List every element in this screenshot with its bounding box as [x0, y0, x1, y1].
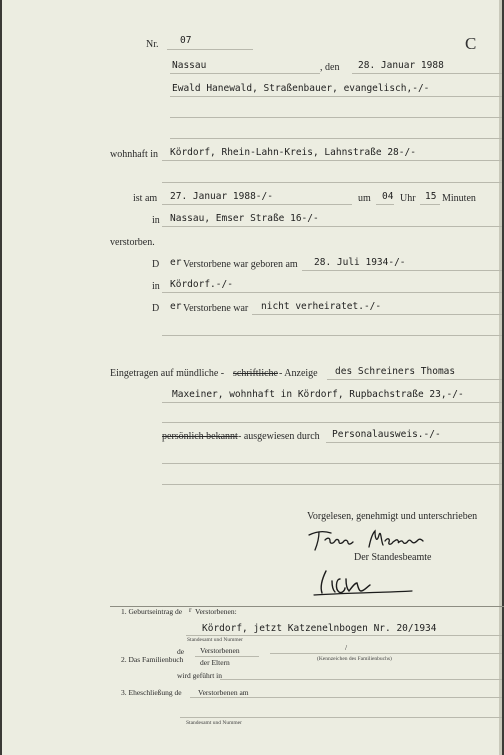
vorgelesen-text: Vorgelesen, genehmigt und unterschrieben — [307, 511, 478, 522]
footer-item1-value: Kördorf, jetzt Katzenelnbogen Nr. 20/1934 — [202, 623, 437, 634]
footer-item2-kennzeichen: (Kennzeichen des Familienbuchs) — [317, 656, 392, 662]
footer-item2-wird: wird geführt in — [177, 671, 222, 680]
residence-value: Kördorf, Rhein-Lahn-Kreis, Lahnstraße 28-/- — [170, 147, 416, 158]
date-value: 28. Januar 1988 — [358, 60, 444, 71]
birth-text: Verstorbene war geboren am — [183, 259, 298, 270]
identity-line — [326, 442, 502, 443]
reporter-signature — [307, 525, 432, 553]
footer-item1-line — [186, 635, 502, 636]
minutes-value: 15 — [425, 191, 437, 202]
blank-line-6 — [162, 463, 502, 464]
birth-place-line — [162, 292, 502, 293]
minutes-line — [420, 204, 440, 205]
minutes-label: Minuten — [442, 193, 476, 204]
footer-item2-fraction-line — [195, 656, 259, 657]
standesbeamte-label: Der Standesbeamte — [354, 552, 432, 563]
footer-item2-de: de — [177, 647, 185, 656]
marital-line — [252, 314, 502, 315]
marital-text: Verstorbene war — [183, 303, 249, 314]
reporter-line: Ewald Hanewald, Straßenbauer, evangelisch,-/- — [172, 83, 430, 94]
birth-d-label: D — [152, 259, 160, 270]
death-date-line — [162, 204, 352, 205]
registration-label-prefix: Eingetragen auf mündliche - — [110, 368, 225, 379]
registration-label-suffix: - Anzeige — [279, 368, 318, 379]
footer-item2-line — [270, 653, 502, 654]
caption-standesamt-2: Standesamt und Nummer — [186, 720, 242, 726]
death-place-line — [162, 226, 502, 227]
footer-item3-value: Verstorbenen am — [198, 688, 249, 697]
marital-d-label: D — [152, 303, 160, 314]
birth-er: er — [170, 257, 182, 268]
registration-value-1: des Schreiners Thomas — [335, 366, 456, 377]
register-page — [2, 0, 502, 755]
official-signature — [312, 563, 422, 599]
footer-item3-line-2 — [180, 717, 502, 718]
death-in-label: in — [152, 215, 160, 226]
birth-date-line — [302, 270, 502, 271]
blank-line-4 — [162, 335, 502, 336]
birth-place-value: Kördorf.-/- — [170, 279, 233, 290]
verstorben-label: verstorben. — [110, 237, 155, 248]
place-value: Nassau — [172, 60, 207, 71]
identity-suffix: - ausgewiesen durch — [238, 431, 320, 442]
identity-value: Personalausweis.-/- — [332, 429, 441, 440]
footer-item2-der-eltern: der Eltern — [200, 658, 230, 667]
nr-value: 07 — [180, 35, 192, 46]
blank-line-2 — [170, 138, 502, 139]
hour-line — [376, 204, 394, 205]
hour-label: Uhr — [400, 193, 416, 204]
blank-line-3 — [162, 182, 502, 183]
hour-value: 04 — [382, 191, 394, 202]
footer-item1-suffix: Verstorbenen: — [195, 607, 237, 616]
marital-er: er — [170, 301, 182, 312]
registration-line-1 — [327, 379, 502, 380]
page-edge — [499, 0, 502, 755]
identity-struck: persönlich bekannt — [162, 431, 238, 442]
blank-line-7 — [162, 484, 502, 485]
footer-item1-r: r — [189, 605, 192, 614]
caption-standesamt-1: Standesamt und Nummer — [187, 637, 243, 643]
corner-letter: C — [465, 34, 477, 53]
footer-item2-wird-line — [220, 679, 502, 680]
residence-label: wohnhaft in — [110, 149, 159, 160]
footer-item1-label: 1. Geburtseintrag de — [121, 607, 183, 616]
marital-value: nicht verheiratet.-/- — [261, 301, 382, 312]
death-place-value: Nassau, Emser Straße 16-/- — [170, 213, 319, 224]
blank-line-1 — [170, 117, 502, 118]
time-label-um: um — [358, 193, 371, 204]
birth-in-label: in — [152, 281, 160, 292]
blank-line-5 — [162, 422, 502, 423]
death-date-value: 27. Januar 1988-/- — [170, 191, 273, 202]
footer-item2-slash: / — [345, 643, 348, 652]
footer-item3-line — [190, 697, 502, 698]
nr-line — [167, 49, 253, 50]
footer-item3-label: 3. Eheschließung de — [121, 688, 182, 697]
birth-date-value: 28. Juli 1934-/- — [314, 257, 406, 268]
date-line — [352, 73, 502, 74]
place-line — [170, 73, 320, 74]
registration-line-2 — [162, 402, 502, 403]
footer-item2-label: 2. Das Familienbuch — [121, 655, 184, 664]
reporter-line-rule — [170, 96, 502, 97]
registration-value-2: Maxeiner, wohnhaft in Kördorf, Rupbachstraße 23,-/- — [172, 389, 464, 400]
date-label: , den — [320, 62, 340, 73]
nr-label: Nr. — [146, 39, 159, 50]
registration-struck-word: schriftliche — [233, 368, 278, 379]
residence-line — [162, 160, 502, 161]
death-date-label: ist am — [133, 193, 158, 204]
footer-item2-verstorbenen: Verstorbenen — [200, 646, 240, 655]
